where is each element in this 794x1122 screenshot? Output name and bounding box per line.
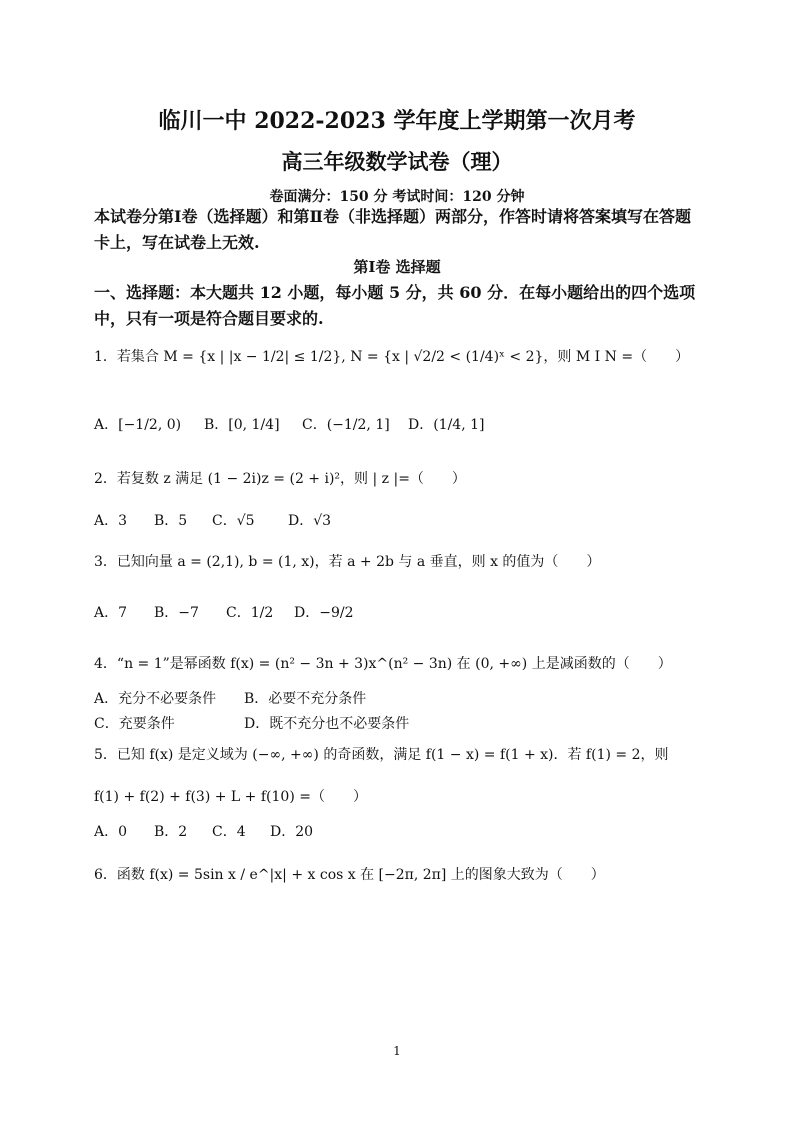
- question-2-option-c: C．√5: [212, 513, 255, 529]
- page-number: 1: [393, 1044, 401, 1058]
- question-4-option-c: C．充要条件: [94, 716, 175, 732]
- question-5-option-b: B．2: [154, 824, 188, 840]
- question-3-option-c: C．1/2: [226, 605, 274, 621]
- question-5-option-a: A．0: [94, 824, 128, 840]
- question-2-option-d: D．√3: [288, 513, 332, 529]
- question-2-option-b: B．5: [154, 513, 188, 529]
- question-4-option-a: A．充分不必要条件: [94, 691, 217, 707]
- section-heading: 第Ⅰ卷 选择题: [353, 258, 441, 276]
- question-5-stem: 5．已知 f(x) 是定义域为 (−∞, +∞) 的奇函数，满足 f(1 − x) = f(1 + x)．若 f(1) = 2，则: [94, 747, 669, 763]
- question-1-stem: 1．若集合 M = {x | |x − 1/2| ≤ 1/2}, N = {x | √2/2 < (1/4)ˣ < 2}，则 M I N =（ ）: [94, 349, 690, 365]
- section-intro: 一、选择题：本大题共 12 小题，每小题 5 分，共 60 分．在每小题给出的四个选项中，只有一项是符合题目要求的.: [94, 283, 696, 328]
- question-4-option-b: B．必要不充分条件: [244, 691, 367, 707]
- question-4-stem: 4．“n = 1”是幂函数 f(x) = (n² − 3n + 3)x^(n² − 3n) 在 (0, +∞) 上是减函数的（ ）: [94, 656, 672, 672]
- question-6-stem: 6．函数 f(x) = 5sin x / e^|x| + x cos x 在 [−2π, 2π] 上的图象大致为（ ）: [94, 867, 605, 883]
- question-2-option-a: A．3: [94, 513, 128, 529]
- exam-meta: 卷面满分：150 分 考试时间：120 分钟: [269, 189, 525, 205]
- exam-instructions: 本试卷分第Ⅰ卷（选择题）和第Ⅱ卷（非选择题）两部分，作答时请将答案填写在答题卡上，写在试卷上无效.: [94, 207, 691, 252]
- question-4-option-d: D．既不充分也不必要条件: [244, 716, 410, 732]
- question-5-stem-continued: f(1) + f(2) + f(3) + L + f(10) =（ ）: [94, 789, 367, 805]
- question-3-option-b: B．−7: [154, 605, 199, 621]
- question-3-stem: 3．已知向量 a = (2,1), b = (1, x)，若 a + 2b 与 a 垂直，则 x 的值为（ ）: [94, 554, 601, 570]
- question-1-option-b: B．[0, 1/4]: [204, 417, 280, 433]
- question-5-option-d: D．20: [270, 824, 314, 840]
- question-1-option-c: C．(−1/2, 1]: [302, 417, 390, 433]
- question-1-option-d: D．(1/4, 1]: [408, 417, 485, 433]
- exam-title: 临川一中 2022-2023 学年度上学期第一次月考: [158, 108, 636, 134]
- question-3-option-d: D．−9/2: [294, 605, 354, 621]
- question-5-option-c: C．4: [212, 824, 246, 840]
- exam-subtitle: 高三年级数学试卷（理）: [281, 149, 513, 174]
- question-1-option-a: A．[−1/2, 0): [94, 417, 182, 433]
- question-2-stem: 2．若复数 z 满足 (1 − 2i)z = (2 + i)²，则 | z |=（ ）: [94, 471, 466, 487]
- question-3-option-a: A．7: [94, 605, 128, 621]
